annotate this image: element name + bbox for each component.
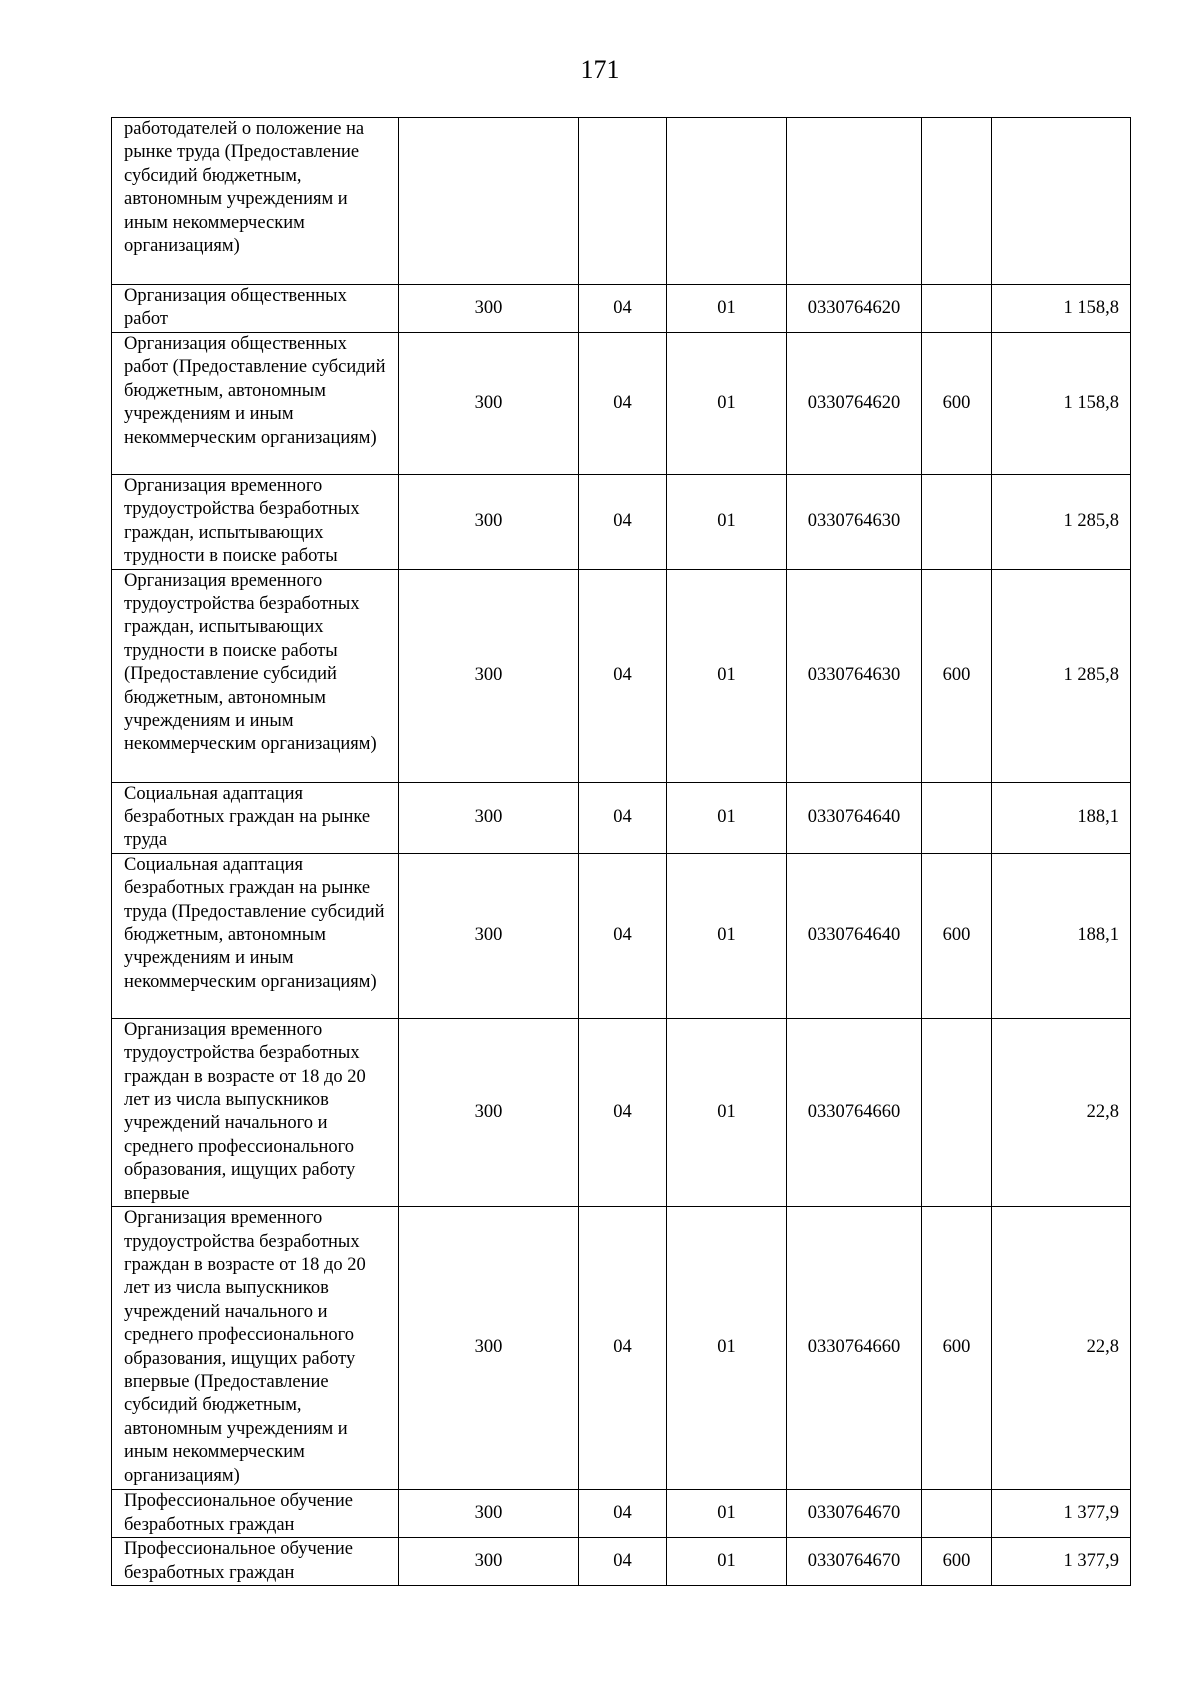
expense-type-code [922,1490,992,1538]
table-row [112,1538,1131,1586]
table-row [112,333,1131,475]
subsection-code: 01 [667,285,787,333]
row-description: Социальная адаптация безработных граждан на рынке труда [112,782,399,853]
target-article-code: 0330764670 [787,1490,922,1538]
subsection-code: 01 [667,1207,787,1490]
ministry-code: 300 [399,569,579,782]
section-code: 04 [579,1538,667,1586]
ministry-code: 300 [399,1490,579,1538]
table-row [112,782,1131,853]
amount: 188,1 [992,782,1131,853]
expense-type-code: 600 [922,1538,992,1586]
amount: 1 377,9 [992,1538,1131,1586]
row-description: Профессиональное обучение безработных граждан [112,1538,399,1586]
subsection-code: 01 [667,853,787,1018]
section-code: 04 [579,475,667,570]
expense-type-code [922,782,992,853]
target-article-code: 0330764640 [787,782,922,853]
target-article-code: 0330764640 [787,853,922,1018]
section-code: 04 [579,333,667,475]
subsection-code: 01 [667,333,787,475]
ministry-code: 300 [399,285,579,333]
row-description: работодателей о положение на рынке труда (Предоставление субсидий бюджетным, автономным учреждениям и иным некоммерческим организациям) [112,118,399,285]
subsection-code: 01 [667,1018,787,1206]
budget-table [111,117,1131,1586]
target-article-code: 0330764630 [787,569,922,782]
expense-type-code [922,285,992,333]
amount: 1 377,9 [992,1490,1131,1538]
target-article-code: 0330764630 [787,475,922,570]
section-code [579,118,667,285]
expense-type-code [922,475,992,570]
row-description: Организация общественных работ [112,285,399,333]
row-description: Организация временного трудоустройства безработных граждан, испытывающих трудности в поиске работы [112,475,399,570]
ministry-code: 300 [399,333,579,475]
ministry-code [399,118,579,285]
table-row [112,1207,1131,1490]
amount: 22,8 [992,1018,1131,1206]
table-row [112,1490,1131,1538]
row-description: Организация временного трудоустройства безработных граждан в возрасте от 18 до 20 лет из числа выпускников учреждений начального и среднего профессионального образования, ищущих работу впервые [112,1018,399,1206]
row-description: Организация временного трудоустройства безработных граждан в возрасте от 18 до 20 лет из числа выпускников учреждений начального и среднего профессионального образования, ищущих работу впервые (Предоставление субсидий бюджетным, автономным учреждениям и иным некоммерческим организациям) [112,1207,399,1490]
target-article-code [787,118,922,285]
section-code: 04 [579,1207,667,1490]
section-code: 04 [579,285,667,333]
subsection-code: 01 [667,782,787,853]
subsection-code: 01 [667,569,787,782]
expense-type-code: 600 [922,569,992,782]
table-row [112,118,1131,285]
ministry-code: 300 [399,1018,579,1206]
ministry-code: 300 [399,853,579,1018]
section-code: 04 [579,853,667,1018]
expense-type-code: 600 [922,1207,992,1490]
amount: 1 158,8 [992,333,1131,475]
table-row [112,285,1131,333]
table-row [112,1018,1131,1206]
section-code: 04 [579,782,667,853]
table-row [112,569,1131,782]
section-code: 04 [579,1018,667,1206]
expense-type-code [922,1018,992,1206]
amount: 188,1 [992,853,1131,1018]
target-article-code: 0330764670 [787,1538,922,1586]
ministry-code: 300 [399,1538,579,1586]
target-article-code: 0330764620 [787,285,922,333]
subsection-code: 01 [667,475,787,570]
table-row [112,475,1131,570]
amount: 1 158,8 [992,285,1131,333]
row-description: Профессиональное обучение безработных граждан [112,1490,399,1538]
amount: 22,8 [992,1207,1131,1490]
section-code: 04 [579,1490,667,1538]
subsection-code: 01 [667,1490,787,1538]
row-description: Социальная адаптация безработных граждан на рынке труда (Предоставление субсидий бюджетным, автономным учреждениям и иным некоммерческим организациям) [112,853,399,1018]
expense-type-code: 600 [922,853,992,1018]
ministry-code: 300 [399,475,579,570]
row-description: Организация общественных работ (Предоставление субсидий бюджетным, автономным учреждениям и иным некоммерческим организациям) [112,333,399,475]
expense-type-code: 600 [922,333,992,475]
ministry-code: 300 [399,782,579,853]
target-article-code: 0330764660 [787,1018,922,1206]
page-number: 171 [580,55,620,84]
target-article-code: 0330764620 [787,333,922,475]
section-code: 04 [579,569,667,782]
expense-type-code [922,118,992,285]
amount [992,118,1131,285]
ministry-code: 300 [399,1207,579,1490]
target-article-code: 0330764660 [787,1207,922,1490]
table-row [112,853,1131,1018]
subsection-code: 01 [667,1538,787,1586]
amount: 1 285,8 [992,569,1131,782]
row-description: Организация временного трудоустройства безработных граждан, испытывающих трудности в поиске работы (Предоставление субсидий бюджетным, автономным учреждениям и иным некоммерческим организациям) [112,569,399,782]
amount: 1 285,8 [992,475,1131,570]
subsection-code [667,118,787,285]
